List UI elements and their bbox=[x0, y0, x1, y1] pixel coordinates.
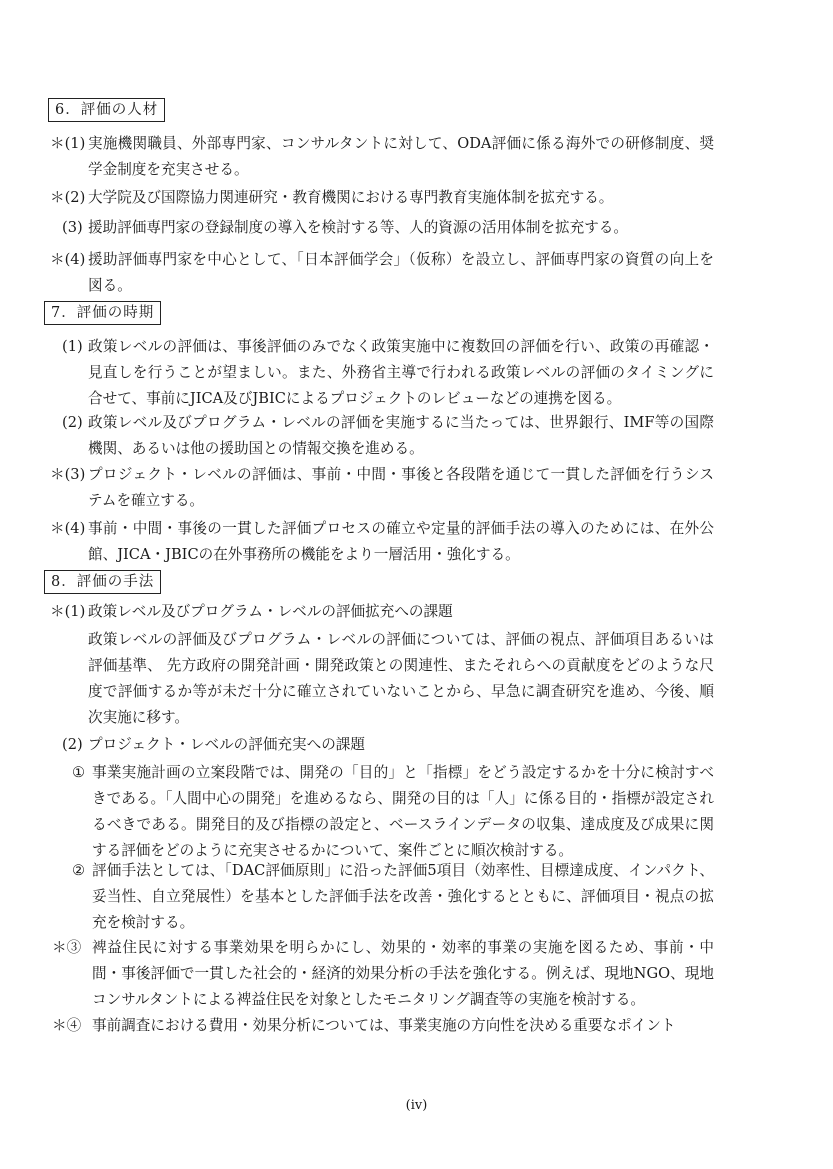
item-marker: (2) bbox=[62, 414, 83, 431]
item-marker: ＊③ bbox=[52, 939, 82, 956]
item-text: 事業実施計画の立案段階では、開発の「目的」と「指標」をどう設定するかを十分に検討すべきである。「人間中心の開発」を進めるなら、開発の目的は「人」に係る目的・指標が設定されるべきである。開発目的及び指標の設定と、ベースラインデータの収集、達成度及び成果に関する評価をどのように充実させるかについて、案件ごとに順次検討する。 bbox=[92, 764, 714, 859]
item-marker: (1) bbox=[62, 338, 83, 355]
list-item bbox=[50, 185, 714, 211]
sub-list-item bbox=[52, 1013, 714, 1039]
list-item bbox=[50, 215, 714, 241]
item-marker: ＊(3) bbox=[50, 466, 86, 483]
sub-list-item bbox=[52, 935, 714, 1013]
list-item bbox=[50, 516, 714, 568]
section-7-heading: 7．評価の時期 bbox=[44, 301, 161, 325]
item-body-paragraph: 政策レベルの評価及びプログラム・レベルの評価については、評価の視点、評価項目あるいは評価基準、 先方政府の開発計画・開発政策との関連性、またそれらへの貢献度をどのような尺度で評価するか等が未だ十分に確立されていないことから、早急に調査研究を進め、今後、順次実施に移す。 bbox=[88, 631, 714, 726]
item-marker: (2) bbox=[62, 736, 83, 753]
item-text: プロジェクト・レベルの評価は、事前・中間・事後と各段階を通じて一貫した評価を行うシステムを確立する。 bbox=[88, 466, 714, 509]
list-item bbox=[50, 599, 714, 625]
item-text: 事前・中間・事後の一貫した評価プロセスの確立や定量的評価手法の導入のためには、在外公館、JICA・JBICの在外事務所の機能をより一層活用・強化する。 bbox=[88, 520, 714, 563]
item-text: 裨益住民に対する事業効果を明らかにし、効果的・効率的事業の実施を図るため、事前・中間・事後評価で一貫した社会的・経済的効果分析の手法を強化する。例えば、現地NGO、現地コンサルタントによる裨益住民を対象としたモニタリング調査等の実施を検討する。 bbox=[92, 939, 714, 1008]
item-marker: (3) bbox=[62, 219, 83, 236]
list-item bbox=[50, 410, 714, 462]
list-item bbox=[50, 247, 714, 299]
item-marker: ＊(4) bbox=[50, 520, 86, 537]
page-number: (iv) bbox=[405, 1098, 428, 1113]
item-text: 援助評価専門家の登録制度の導入を検討する等、人的資源の活用体制を拡充する。 bbox=[88, 219, 628, 236]
item-marker: ① bbox=[72, 764, 86, 781]
item-text: 事前調査における費用・効果分析については、事業実施の方向性を決める重要なポイント bbox=[92, 1017, 676, 1034]
item-text: 大学院及び国際協力関連研究・教育機関における専門教育実施体制を拡充する。 bbox=[88, 189, 614, 206]
list-item bbox=[50, 131, 714, 183]
list-item bbox=[50, 462, 714, 514]
item-marker: ＊(4) bbox=[50, 251, 86, 268]
list-item bbox=[50, 732, 714, 758]
item-text: 評価手法としては、「DAC評価原則」に沿った評価5項目（効率性、目標達成度、インパクト、妥当性、自立発展性）を基本とした評価手法を改善・強化するとともに、評価項目・視点の拡充を検討する。 bbox=[92, 862, 714, 931]
sub-list-item bbox=[52, 760, 714, 864]
sub-list-item bbox=[52, 858, 714, 936]
item-text: 政策レベル及びプログラム・レベルの評価を実施するに当たっては、世界銀行、IMF等の国際機関、あるいは他の援助国との情報交換を進める。 bbox=[88, 414, 714, 457]
item-text: 政策レベルの評価は、事後評価のみでなく政策実施中に複数回の評価を行い、政策の再確認・見直しを行うことが望ましい。また、外務省主導で行われる政策レベルの評価のタイミングに合せて、事前にJICA及びJBICによるプロジェクトのレビューなどの連携を図る。 bbox=[88, 338, 714, 407]
section-6-heading: 6．評価の人材 bbox=[48, 98, 165, 122]
item-marker: ＊(2) bbox=[50, 189, 86, 206]
item-marker: ＊④ bbox=[52, 1017, 82, 1034]
item-text: プロジェクト・レベルの評価充実への課題 bbox=[88, 736, 365, 753]
item-marker: ＊(1) bbox=[50, 135, 86, 152]
item-marker: ② bbox=[72, 862, 86, 879]
item-text: 援助評価専門家を中心として、「日本評価学会」（仮称）を設立し、評価専門家の資質の向上を図る。 bbox=[88, 251, 714, 294]
item-text: 実施機関職員、外部専門家、コンサルタントに対して、ODA評価に係る海外での研修制度、奨学金制度を充実させる。 bbox=[88, 135, 714, 178]
item-marker: ＊(1) bbox=[50, 603, 86, 620]
section-8-heading: 8．評価の手法 bbox=[44, 570, 161, 594]
item-text: 政策レベル及びプログラム・レベルの評価拡充への課題 bbox=[88, 603, 453, 620]
list-item bbox=[50, 334, 714, 412]
